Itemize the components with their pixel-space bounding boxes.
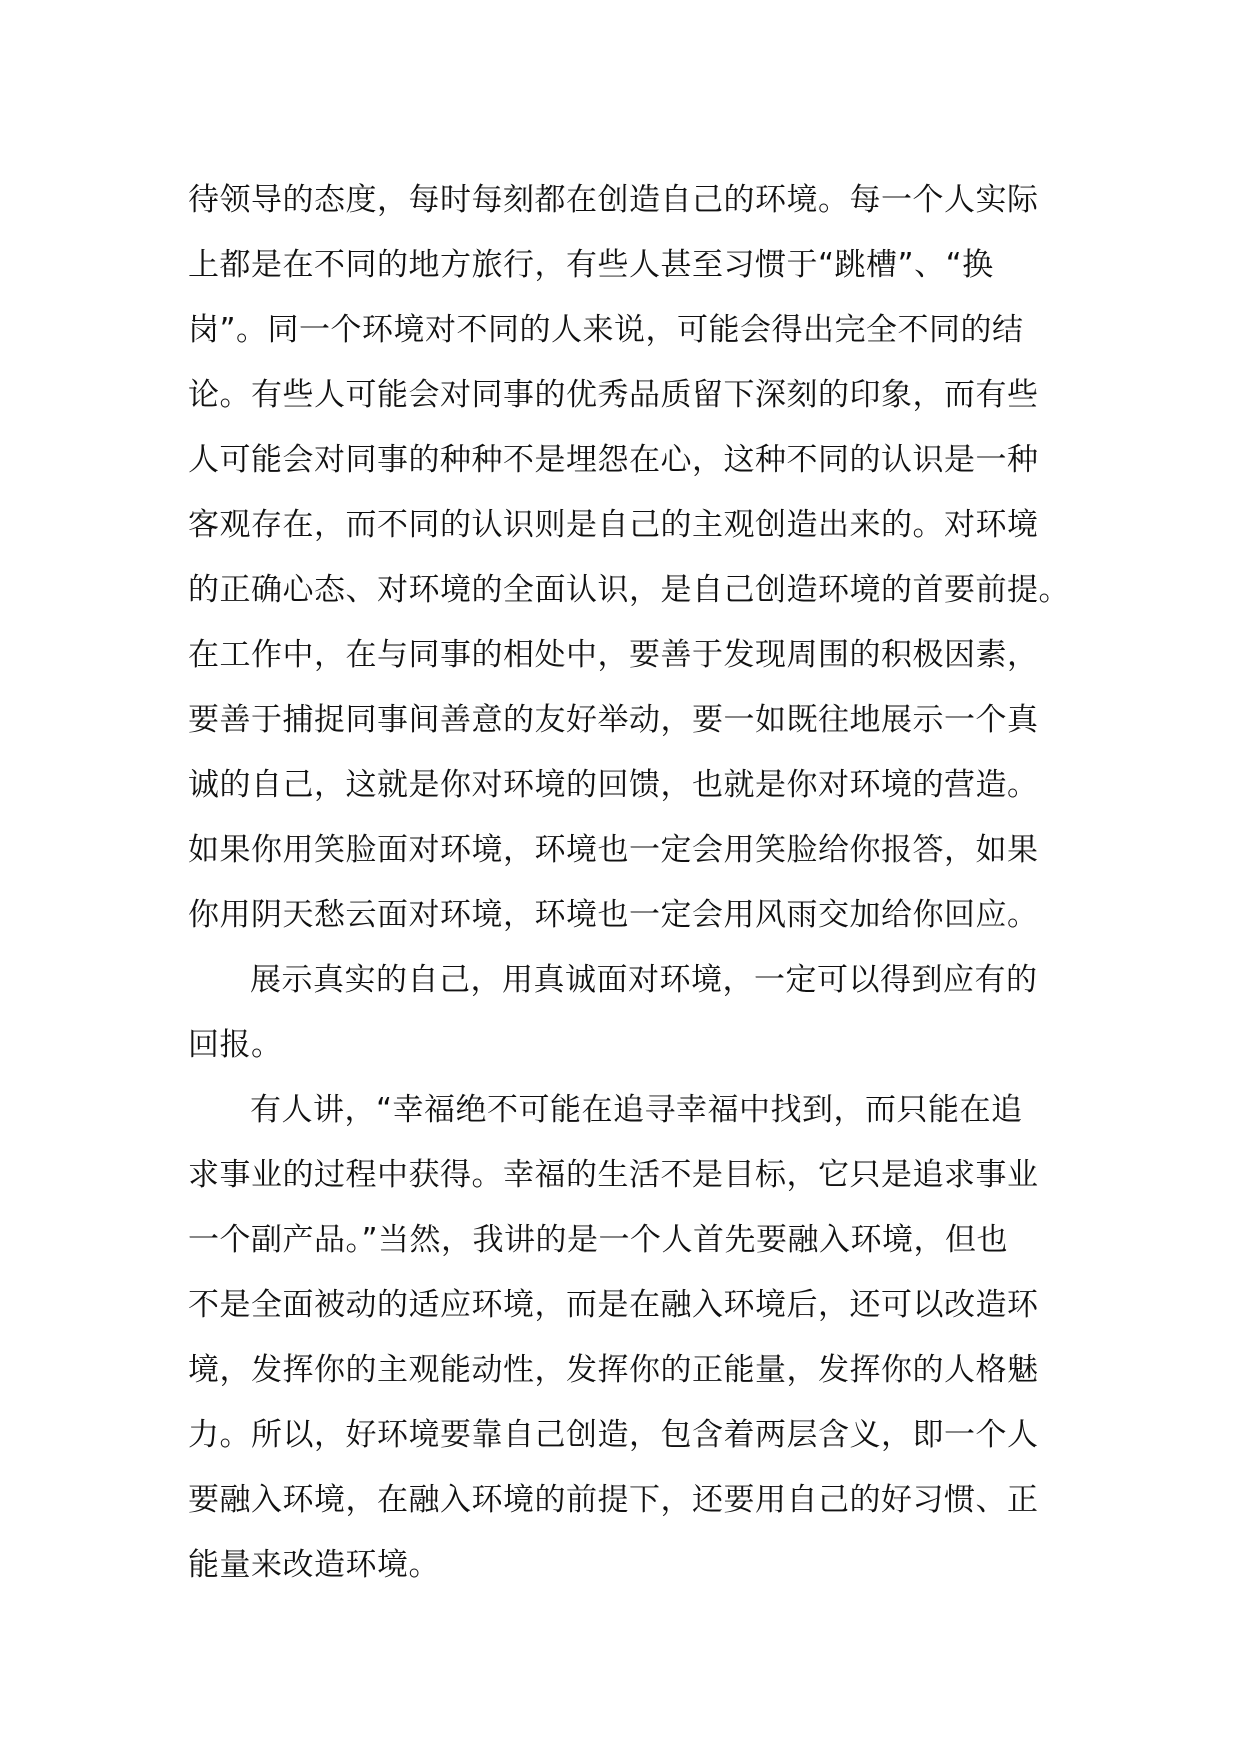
text-line: 上都是在不同的地方旅行，有些人甚至习惯于“跳槽”、“换 — [188, 247, 994, 283]
text-line: 能量来改造环境。 — [188, 1547, 440, 1583]
text-line: 境，发挥你的主观能动性，发挥你的正能量，发挥你的人格魅 — [188, 1352, 1039, 1388]
paragraph-start-line: 有人讲，“幸福绝不可能在追寻幸福中找到，而只能在追 — [250, 1092, 1023, 1128]
text-line: 论。有些人可能会对同事的优秀品质留下深刻的印象，而有些 — [188, 377, 1039, 413]
body-text — [188, 168, 1070, 1598]
text-line: 如果你用笑脸面对环境，环境也一定会用笑脸给你报答，如果 — [188, 832, 1039, 868]
text-line: 的正确心态、对环境的全面认识，是自己创造环境的首要前提。 — [188, 572, 1070, 608]
text-line: 客观存在，而不同的认识则是自己的主观创造出来的。对环境 — [188, 507, 1039, 543]
text-line: 岗”。同一个环境对不同的人来说，可能会得出完全不同的结 — [188, 312, 1024, 348]
text-line: 你用阴天愁云面对环境，环境也一定会用风雨交加给你回应。 — [188, 897, 1039, 933]
text-line: 回报。 — [188, 1027, 283, 1063]
text-line: 一个副产品。”当然，我讲的是一个人首先要融入环境，但也 — [188, 1222, 1009, 1258]
text-line: 不是全面被动的适应环境，而是在融入环境后，还可以改造环 — [188, 1287, 1039, 1323]
text-line: 待领导的态度，每时每刻都在创造自己的环境。每一个人实际 — [188, 182, 1039, 218]
text-line: 诚的自己，这就是你对环境的回馈，也就是你对环境的营造。 — [188, 767, 1039, 803]
text-line: 要融入环境，在融入环境的前提下，还要用自己的好习惯、正 — [188, 1482, 1039, 1518]
text-line: 求事业的过程中获得。幸福的生活不是目标，它只是追求事业 — [188, 1157, 1039, 1193]
text-line: 力。所以，好环境要靠自己创造，包含着两层含义，即一个人 — [188, 1417, 1039, 1453]
text-line: 在工作中，在与同事的相处中，要善于发现周围的积极因素， — [188, 637, 1039, 673]
text-line: 人可能会对同事的种种不是埋怨在心，这种不同的认识是一种 — [188, 442, 1039, 478]
paragraph-start-line: 展示真实的自己，用真诚面对环境，一定可以得到应有的 — [250, 962, 1038, 998]
text-line: 要善于捕捉同事间善意的友好举动，要一如既往地展示一个真 — [188, 702, 1039, 738]
